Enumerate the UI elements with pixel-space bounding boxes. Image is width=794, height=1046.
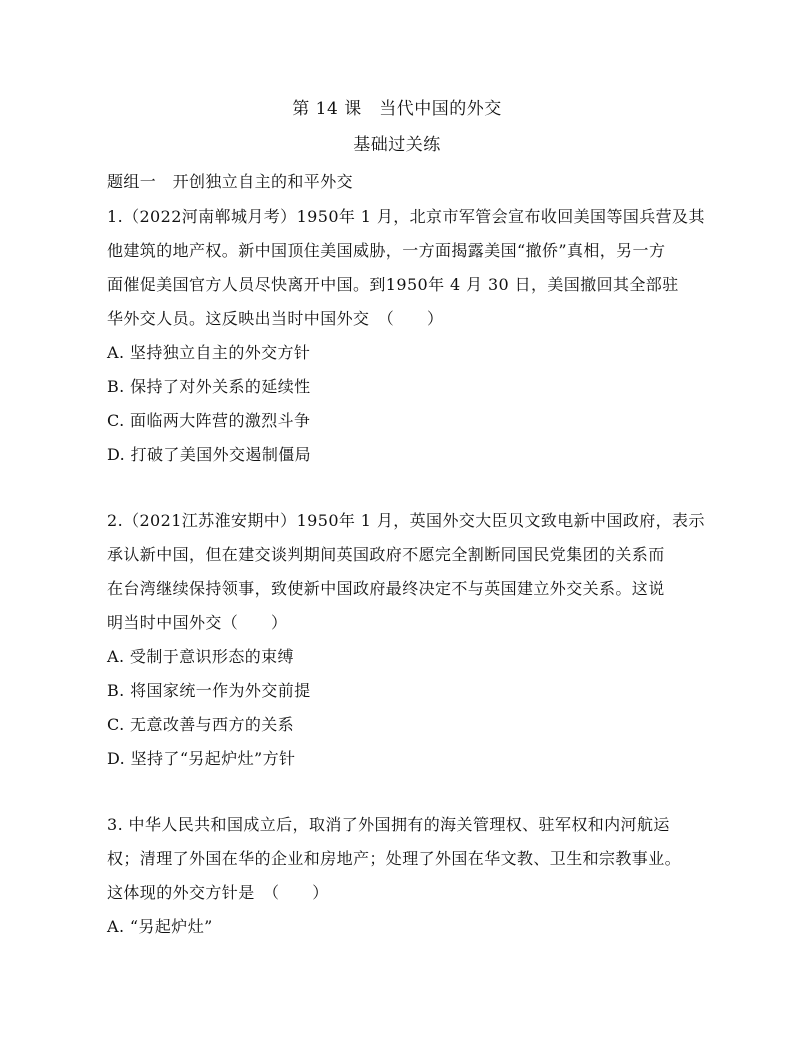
question-1-option-b: B. 保持了对外关系的延续性 (107, 377, 311, 396)
section-heading: 题组一 开创独立自主的和平外交 (107, 172, 354, 191)
question-3-option-a: A. “另起炉灶” (107, 917, 213, 936)
question-3-stem-line: 这体现的外交方针是 （ ） (107, 883, 329, 902)
question-1-option-d: D. 打破了美国外交遏制僵局 (107, 445, 312, 464)
question-2-option-d: D. 坚持了“另起炉灶”方针 (107, 749, 296, 768)
question-3-stem-line: 3. 中华人民共和国成立后，取消了外国拥有的海关管理权、驻军权和内河航运 (107, 815, 670, 834)
question-1-stem-line: 华外交人员。这反映出当时中国外交 （ ） (107, 309, 444, 328)
question-1-option-c: C. 面临两大阵营的激烈斗争 (107, 411, 311, 430)
question-2-option-c: C. 无意改善与西方的关系 (107, 715, 295, 734)
question-1-option-a: A. 坚持独立自主的外交方针 (107, 343, 311, 362)
question-1-stem-line: 他建筑的地产权。新中国顶住美国威胁，一方面揭露美国“撤侨”真相，另一方 (107, 241, 666, 260)
question-2 (107, 504, 705, 776)
question-2-stem-line: 承认新中国，但在建交谈判期间英国政府不愿完全割断同国民党集团的关系而 (107, 545, 665, 564)
exercise-subtitle: 基础过关练 (353, 135, 441, 155)
question-2-stem-line: 2.（2021江苏淮安期中）1950年 1 月，英国外交大臣贝文致电新中国政府，表示 (107, 511, 705, 530)
question-2-option-a: A. 受制于意识形态的束缚 (107, 647, 294, 666)
question-1-stem-line: 1.（2022河南郸城月考）1950年 1 月，北京市军管会宣布收回美国等国兵营及其 (107, 207, 705, 226)
question-2-option-b: B. 将国家统一作为外交前提 (107, 681, 311, 700)
question-3-stem-line: 权；清理了外国在华的企业和房地产；处理了外国在华文教、卫生和宗教事业。 (107, 849, 682, 868)
question-1 (107, 200, 705, 472)
question-3 (107, 808, 687, 944)
question-1-stem-line: 面催促美国官方人员尽快离开中国。到1950年 4 月 30 日，美国撤回其全部驻 (107, 275, 679, 294)
question-2-stem-line: 明当时中国外交（ ） (107, 613, 288, 632)
lesson-title: 第 14 课 当代中国的外交 (292, 99, 502, 119)
question-2-stem-line: 在台湾继续保持领事，致使新中国政府最终决定不与英国建立外交关系。这说 (107, 579, 665, 598)
